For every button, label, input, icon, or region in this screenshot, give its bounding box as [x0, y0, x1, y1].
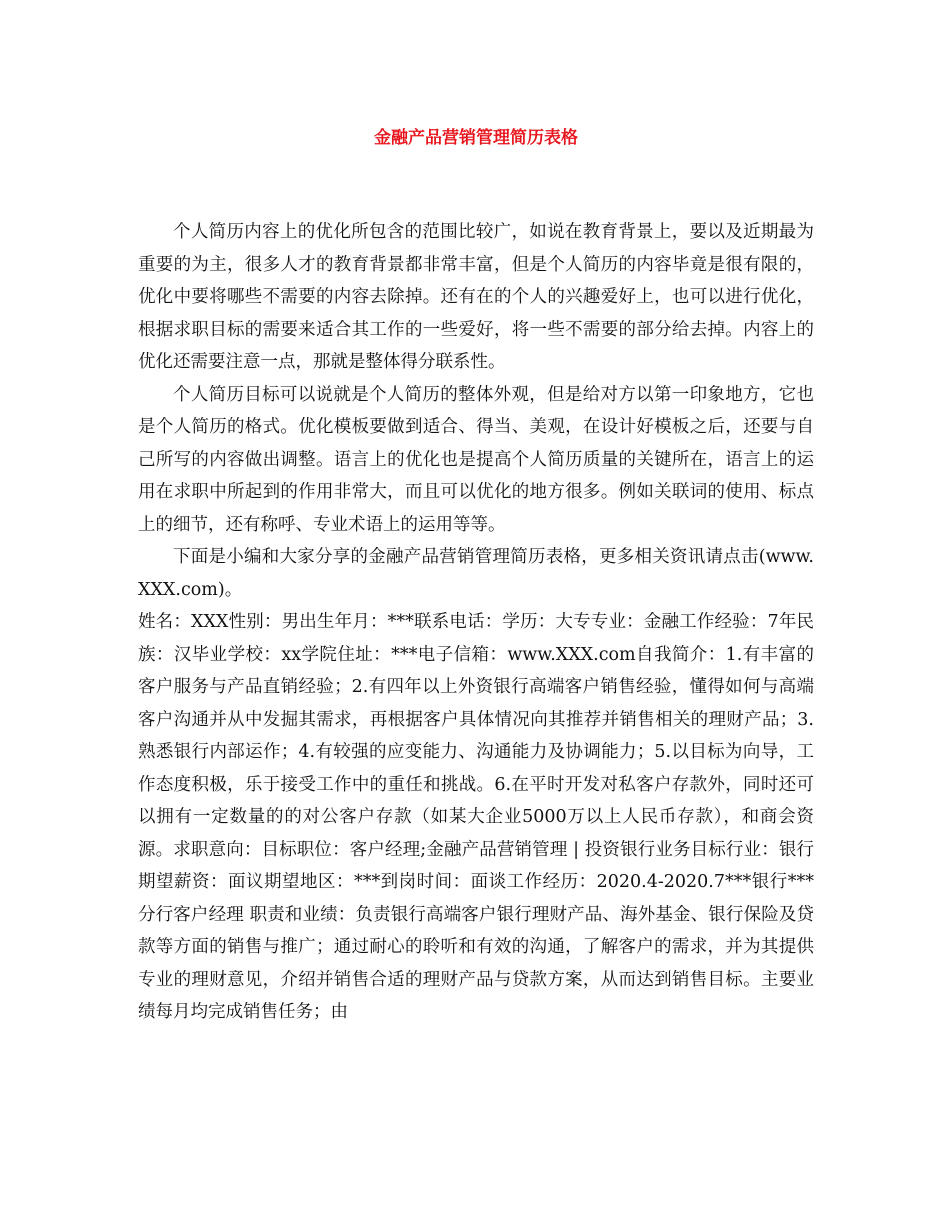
- document-body: [138, 216, 814, 1029]
- paragraph-intro-link: 下面是小编和大家分享的金融产品营销管理简历表格，更多相关资讯请点击(www.XXX.com)。: [138, 547, 814, 600]
- paragraph-resume-details: 姓名：XXX性别：男出生年月：***联系电话：学历：大专专业：金融工作经验：7年民族：汉毕业学校：xx学院住址：***电子信箱：www.XXX.com自我简介：1.有丰富的客户服务与产品直销经验；2.有四年以上外资银行高端客户销售经验，懂得如何与高端客户沟通并从中发掘其需求，再根据客户具体情况向其推荐并销售相关的理财产品；3.熟悉银行内部运作；4.有较强的应变能力、沟通能力及协调能力；5.以目标为向导，工作态度积极，乐于接受工作中的重任和挑战。6.在平时开发对私客户存款外，同时还可以拥有一定数量的的对公客户存款（如某大企业5000万以上人民币存款），和商会资源。求职意向：目标职位：客户经理;金融产品营销管理 | 投资银行业务目标行业：银行期望薪资：面议期望地区：***到岗时间：面谈工作经历：2020.4-2020.7***银行***分行客户经理 职责和业绩：负责银行高端客户银行理财产品、海外基金、银行保险及贷款等方面的销售与推广；通过耐心的聆听和有效的沟通，了解客户的需求，并为其提供专业的理财意见，介绍并销售合适的理财产品与贷款方案，从而达到销售目标。主要业绩每月均完成销售任务；由: [138, 612, 814, 1022]
- document-title: 金融产品营销管理简历表格: [374, 128, 578, 148]
- paragraph-resume-format-optimization: 个人简历目标可以说就是个人简历的整体外观，但是给对方以第一印象地方，它也是个人简历的格式。优化模板要做到适合、得当、美观，在设计好模板之后，还要与自己所写的内容做出调整。语言上的优化也是提高个人简历质量的关键所在，语言上的运用在求职中所起到的作用非常大，而且可以优化的地方很多。例如关联词的使用、标点上的细节，还有称呼、专业术语上的运用等等。: [138, 384, 814, 535]
- paragraph-resume-content-optimization: 个人简历内容上的优化所包含的范围比较广，如说在教育背景上，要以及近期最为重要的为主，很多人才的教育背景都非常丰富，但是个人简历的内容毕竟是很有限的，优化中要将哪些不需要的内容去除掉。还有在的个人的兴趣爱好上，也可以进行优化，根据求职目标的需要来适合其工作的一些爱好，将一些不需要的部分给去掉。内容上的优化还需要注意一点，那就是整体得分联系性。: [138, 222, 814, 372]
- document-page: [138, 0, 814, 1230]
